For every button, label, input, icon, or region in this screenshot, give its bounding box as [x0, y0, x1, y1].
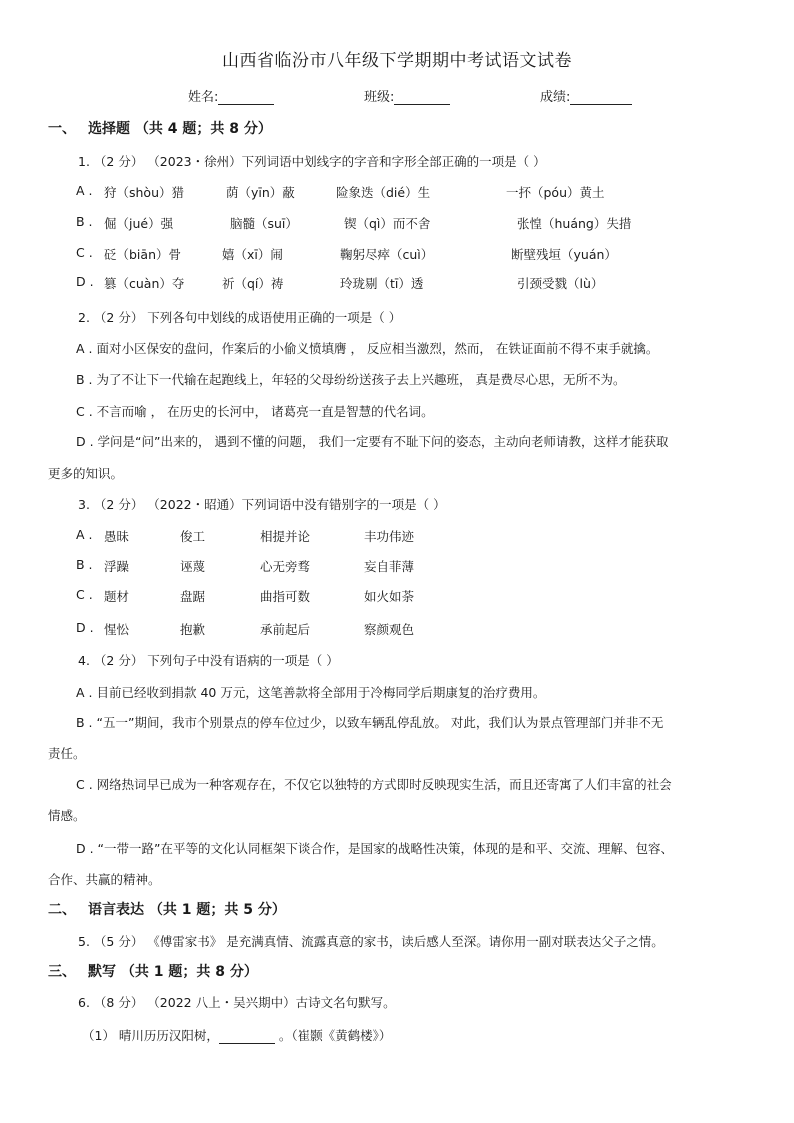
option-word: 承前起后: [260, 622, 311, 637]
section-title: 语言表达 （共 1 题；共 5 分）: [88, 902, 286, 918]
sub-question-prefix: （1） 晴川历历汉阳树，: [82, 1028, 219, 1043]
option-word: 险象迭（dié）生: [336, 185, 431, 200]
option-word: 砭（biān）骨: [104, 247, 181, 262]
option-text: C . 不言而喻 ， 在历史的长河中， 诸葛亮一直是智慧的代名词。: [76, 404, 434, 419]
option-word: 妄自菲薄: [364, 559, 415, 574]
option-text: D . 学问是“问”出来的， 遇到不懂的问题， 我们一定要有不耻下问的姿态，主动向老师请教，这样才能获取: [76, 434, 669, 449]
sub-question: [82, 1026, 391, 1044]
section-heading: [48, 961, 258, 981]
option-label: C .: [76, 245, 93, 260]
option-word: 俊工: [180, 529, 206, 544]
option-word: 抱歉: [180, 622, 206, 637]
option-word: 锲（qì）而不舍: [344, 216, 431, 231]
option-word: 篡（cuàn）夺: [104, 276, 185, 291]
score-field: [540, 86, 632, 105]
question-stem: 5. （5 分） 《傅雷家书》 是充满真情、流露真意的家书，读后感人至深。请你用一副对联表达父子之情。: [78, 934, 664, 949]
option-text: D . “一带一路”在平等的文化认同框架下谈合作，是国家的战略性决策，体现的是和平、交流、理解、包容、: [76, 841, 673, 856]
class-blank[interactable]: [394, 90, 450, 105]
option-word: 如火如荼: [364, 589, 415, 604]
name-blank[interactable]: [218, 90, 274, 105]
option-word: 诬蔑: [180, 559, 206, 574]
section-number: 三、: [48, 964, 76, 980]
option-text: A . 目前已经收到捐款 40 万元，这笔善款将全部用于冷梅同学后期康复的治疗费用。: [76, 685, 546, 700]
option-text: A . 面对小区保安的盘问，作案后的小偷义愤填膺 ， 反应相当激烈，然而， 在铁证面前不得不束手就擒。: [76, 341, 659, 356]
option-word: 鞠躬尽瘁（cuì）: [340, 247, 434, 262]
option-word: 断壁残垣（yuán）: [511, 247, 617, 262]
option-label: D .: [76, 274, 94, 289]
option-label: A .: [76, 527, 93, 542]
answer-blank[interactable]: [219, 1029, 275, 1044]
option-word: 一抔（póu）黄土: [506, 185, 605, 200]
option-word: 惺忪: [104, 622, 130, 637]
section-title: 默写 （共 1 题；共 8 分）: [88, 964, 258, 980]
section-number: 二、: [48, 902, 76, 918]
score-label: 成绩:: [540, 90, 571, 105]
name-label: 姓名:: [188, 90, 219, 105]
option-word: 曲指可数: [260, 589, 311, 604]
question-stem: 2. （2 分） 下列各句中划线的成语使用正确的一项是（ ）: [78, 310, 402, 325]
question-stem: 4. （2 分） 下列句子中没有语病的一项是（ ）: [78, 653, 339, 668]
option-label: B .: [76, 214, 93, 229]
option-text: C . 网络热词早已成为一种客观存在，不仅它以独特的方式即时反映现实生活，而且还寄寓了人们丰富的社会: [76, 777, 672, 792]
option-text: B . 为了不让下一代输在起跑线上，年轻的父母纷纷送孩子去上兴趣班， 真是费尽心思，无所不为。: [76, 372, 626, 387]
option-word: 荫（yīn）蔽: [226, 185, 295, 200]
option-label: C .: [76, 587, 93, 602]
section-heading: [48, 899, 286, 919]
option-word: 浮躁: [104, 559, 130, 574]
option-word: 察颜观色: [364, 622, 415, 637]
section-title: 选择题 （共 4 题；共 8 分）: [88, 121, 272, 137]
option-word: 题材: [104, 589, 130, 604]
option-word: 倔（jué）强: [104, 216, 174, 231]
section-heading: [48, 118, 272, 138]
option-word: 玲珑剔（tī）透: [340, 276, 424, 291]
option-word: 愚昧: [104, 529, 130, 544]
option-text-continued: 合作、共赢的精神。: [48, 872, 161, 887]
option-word: 祈（qí）祷: [222, 276, 284, 291]
option-text: B . “五一”期间，我市个别景点的停车位过少，以致车辆乱停乱放。 对此，我们认为景点管理部门并非不无: [76, 715, 664, 730]
option-text-continued: 更多的知识。: [48, 466, 124, 481]
option-word: 嬉（xī）闹: [222, 247, 283, 262]
option-word: 心无旁骛: [260, 559, 311, 574]
question-stem: 3. （2 分） （2022・昭通）下列词语中没有错别字的一项是（ ）: [78, 497, 446, 512]
option-text-continued: 责任。: [48, 746, 86, 761]
class-field: [364, 86, 450, 105]
option-label: A .: [76, 183, 93, 198]
class-label: 班级:: [364, 90, 395, 105]
name-field: [188, 86, 274, 105]
option-word: 相提并论: [260, 529, 311, 544]
score-blank[interactable]: [570, 90, 632, 105]
section-number: 一、: [48, 121, 76, 137]
option-word: 狩（shòu）猎: [104, 185, 185, 200]
option-word: 丰功伟迹: [364, 529, 415, 544]
option-label: D .: [76, 620, 94, 635]
option-word: 张惶（huáng）失措: [517, 216, 632, 231]
sub-question-suffix: 。（崔颢《黄鹤楼》）: [274, 1028, 392, 1043]
page-title: 山西省临汾市八年级下学期期中考试语文试卷: [222, 51, 572, 71]
option-word: 脑髓（suī）: [230, 216, 298, 231]
question-stem: 1. （2 分） （2023・徐州）下列词语中划线字的字音和字形全部正确的一项是（ ）: [78, 154, 546, 169]
question-stem: 6. （8 分） （2022 八上・吴兴期中）古诗文名句默写。: [78, 995, 396, 1010]
option-label: B .: [76, 557, 93, 572]
option-word: 引颈受戮（lù）: [517, 276, 604, 291]
option-text-continued: 情感。: [48, 808, 86, 823]
option-word: 盘踞: [180, 589, 206, 604]
